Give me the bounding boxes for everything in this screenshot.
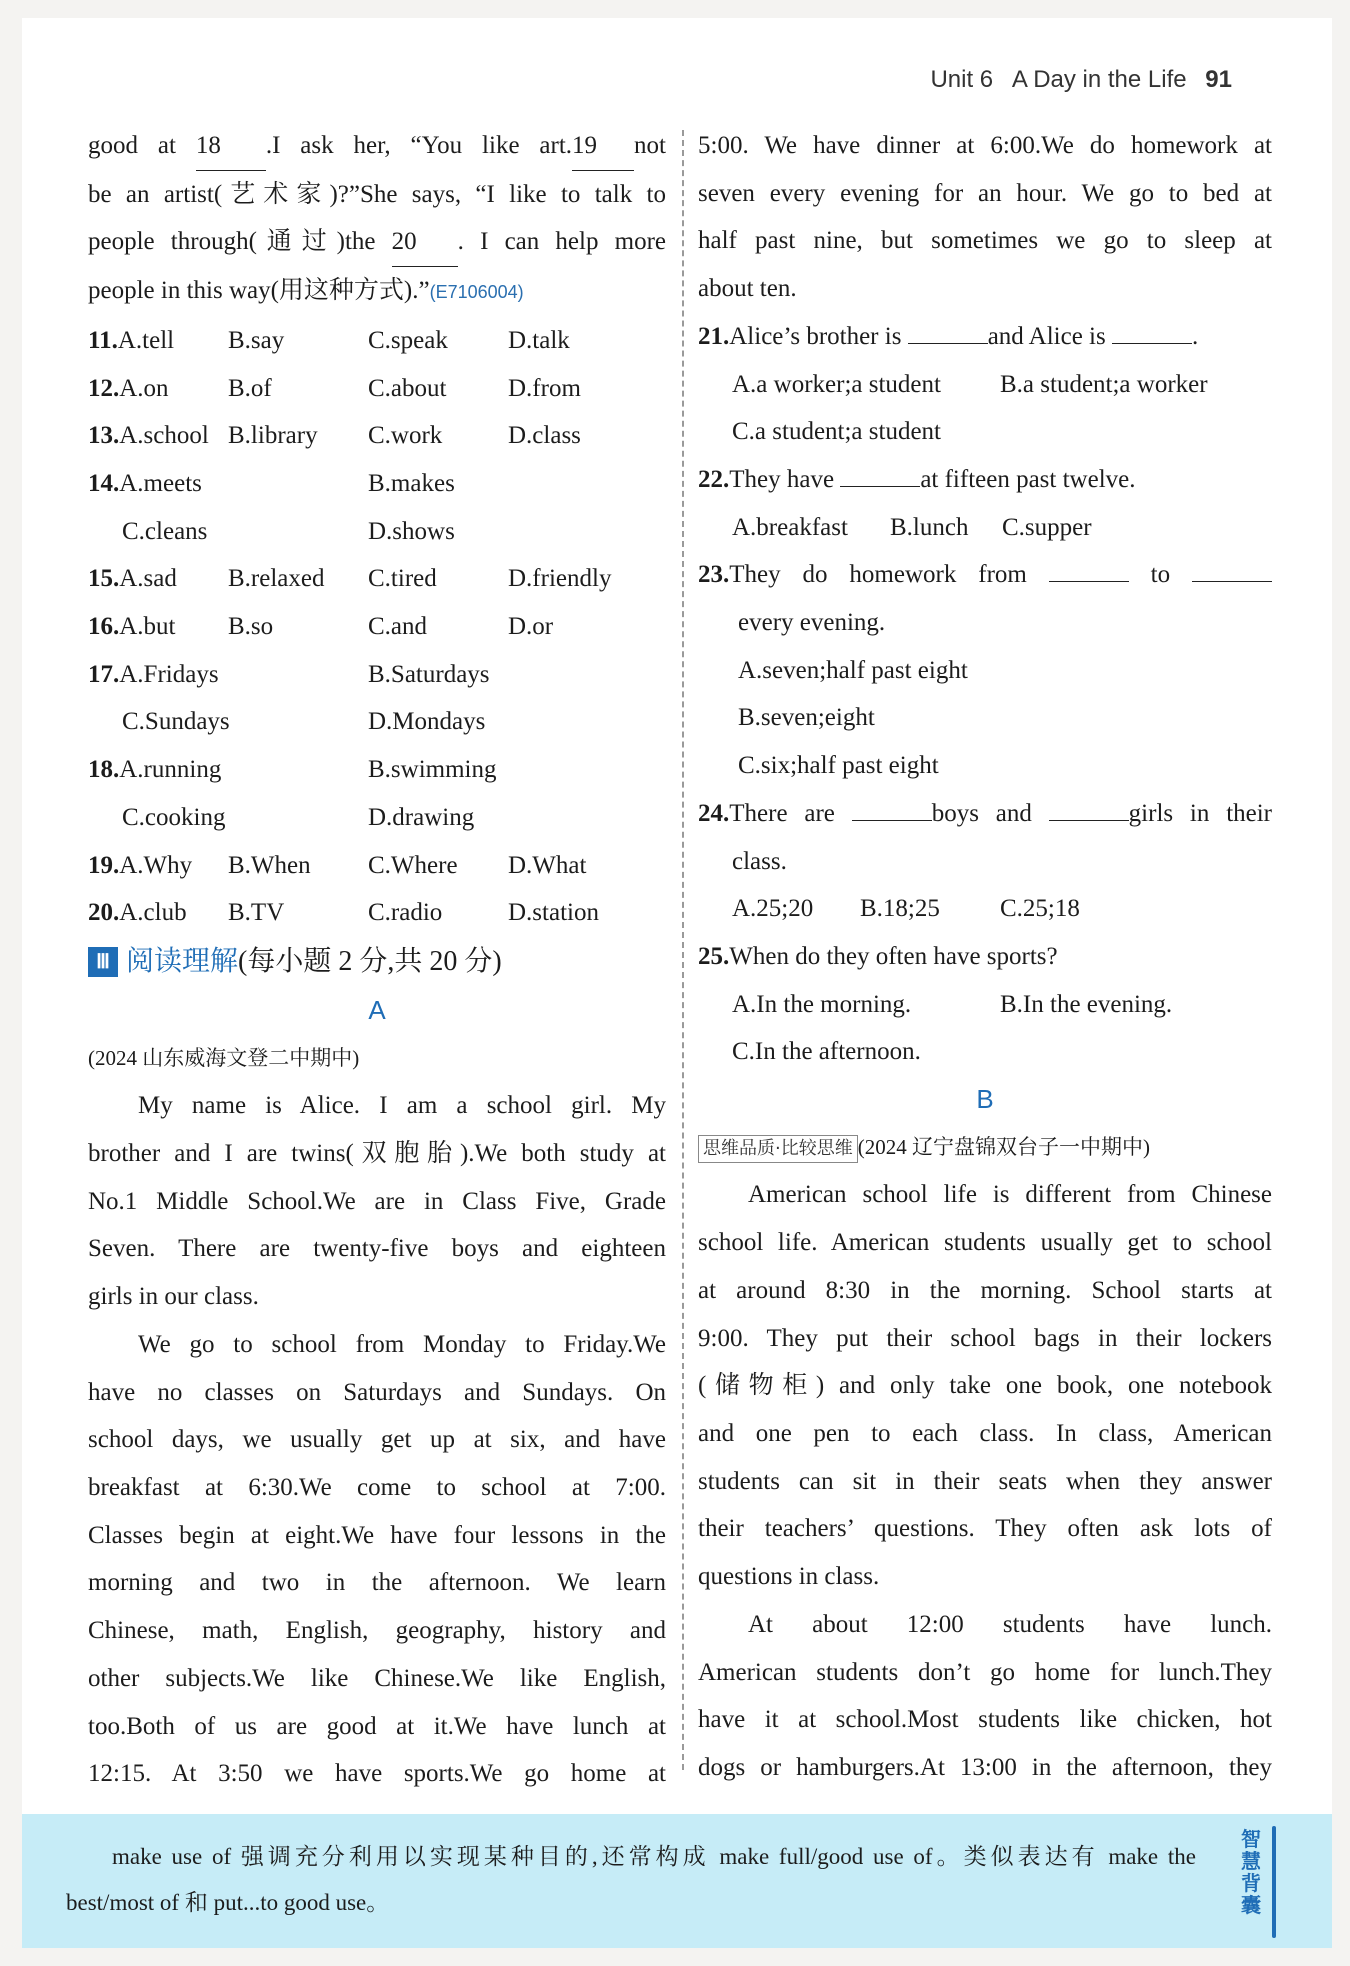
answer-blank[interactable] <box>1049 820 1129 821</box>
unit-label: Unit 6 <box>930 66 994 93</box>
question-20: 20.A.club B.TV C.radio D.station <box>88 899 599 927</box>
blank-18[interactable]: 18 <box>196 122 266 171</box>
question-21: 21.Alice’s brother is and Alice is . A.a worker;a student B.a student;a worker C.a student;a student <box>698 322 1208 446</box>
blank-20[interactable]: 20 <box>392 218 458 267</box>
question-17: 17.A.Fridays B.Saturdays <box>88 660 490 688</box>
section-heading <box>88 937 666 987</box>
question-14: 14.A.meets B.makes <box>88 469 455 497</box>
cloze-line: people in this way(用这种方式).”(E7106004) <box>88 277 524 305</box>
passage-b-source: 思维品质·比较思维 (2024 辽宁盘锦双台子一中期中) <box>698 1124 1272 1172</box>
question-15: 15.A.sad B.relaxed C.tired D.friendly <box>88 565 612 593</box>
side-accent-bar <box>1272 1826 1276 1938</box>
question-24: 24.There are boys and girls in their class. A.25;20 B.18;25 C.25;18 <box>698 799 1273 923</box>
answer-blank[interactable] <box>1192 581 1272 582</box>
textbook-page <box>22 18 1332 1948</box>
question-18-cont: C.cooking D.drawing <box>122 803 475 831</box>
cloze-line: be an artist(艺术家)?”She says, “I like to talk to <box>88 180 666 208</box>
passage-b-letter: B <box>976 1084 994 1115</box>
answer-blank[interactable] <box>1112 343 1192 344</box>
answer-blank[interactable] <box>852 820 932 821</box>
question-25: 25.When do they often have sports? A.In the morning. B.In the evening. C.In the afternoon. <box>698 942 1173 1066</box>
cloze-line: people through(通过)the 20 . I can help more <box>88 218 666 267</box>
cloze-line: good at 18 .I ask her, “You like art.19 not <box>88 122 666 171</box>
passage-a-paragraph-2: We go to school from Monday to Friday.We have no classes on Saturdays and Sundays. On school days, we usually get up at six, and have breakfast at 6:30.We come to school at 7:00. Classes begin at eight.We have four lessons in the morning and two in the afternoon. We learn Chinese, math, English, geography, history and other subjects.We like Chinese.We like English, too.Both of us are good at it.We have lunch at 12:15. At 3:50 we have sports.We go home at <box>88 1330 666 1788</box>
passage-b-paragraph-2: At about 12:00 students have lunch. American students don’t go home for lunch.They have it at school.Most students like chicken, hot dogs or hamburgers.At 13:00 in the afternoon, they <box>698 1610 1272 1781</box>
section-score: (每小题 2 分,共 20 分) <box>238 945 502 977</box>
question-14-cont: C.cleans D.shows <box>122 517 455 545</box>
item-code: (E7106004) <box>429 282 524 303</box>
question-12: 12.A.on B.of C.about D.from <box>88 374 581 402</box>
question-19: 19.A.Why B.When C.Where D.What <box>88 851 587 879</box>
unit-title: A Day in the Life <box>1011 66 1187 93</box>
blank-19[interactable]: 19 <box>572 122 634 171</box>
passage-a-letter: A <box>368 994 386 1025</box>
wisdom-tip-label: 智慧背囊 <box>1241 1827 1261 1917</box>
column-divider <box>682 130 684 1770</box>
section-title: 阅读理解 <box>126 945 239 977</box>
question-13: 13.A.school B.library C.work D.class <box>88 422 581 450</box>
passage-a-paragraph-1: My name is Alice. I am a school girl. My brother and I are twins(双胞胎).We both study at No.1 Middle School.We are in Class Five, Grade Seven. There are twenty-five boys and eighteen girls in our class. <box>88 1092 666 1311</box>
answer-blank[interactable] <box>1049 581 1129 582</box>
question-17-cont: C.Sundays D.Mondays <box>122 708 486 736</box>
question-22: 22.They have at fifteen past twelve. A.breakfast B.lunch C.supper <box>698 465 1136 541</box>
answer-blank[interactable] <box>908 343 988 344</box>
tip-footer <box>22 1814 1332 1948</box>
page-number: 91 <box>1205 66 1232 93</box>
question-23: 23.They do homework from to every evening. A.seven;half past eight B.seven;eight C.six;half past eight <box>698 551 1272 790</box>
passage-a-continuation: 5:00. We have dinner at 6:00.We do homework at seven every evening for an hour. We go to bed at half past nine, but sometimes we go to sleep at about ten. <box>698 132 1272 303</box>
right-column <box>698 122 1272 1792</box>
section-number: Ⅲ <box>88 947 118 977</box>
question-11: 11.A.tell B.say C.speak D.talk <box>88 326 570 354</box>
question-18: 18.A.running B.swimming <box>88 756 497 784</box>
answer-blank[interactable] <box>840 486 920 487</box>
page-header <box>930 66 1232 94</box>
left-column <box>88 122 666 1798</box>
passage-a-source: (2024 山东威海文登二中期中) <box>88 1045 360 1070</box>
thinking-tag: 思维品质·比较思维 <box>698 1135 858 1163</box>
tip-text: make use of 强调充分利用以实现某种目的,还常构成 make full/good use of。类似表达有 make the best/most of 和 put...to good use。 <box>66 1844 1196 1915</box>
question-16: 16.A.but B.so C.and D.or <box>88 613 554 641</box>
passage-b-paragraph-1: American school life is different from Chinese school life. American students usually get to school at around 8:30 in the morning. School starts at 9:00. They put their school bags in their lockers (储物柜) and only take one book, one notebook and one pen to each class. In class, American students can sit in their seats when they answer their teachers’ questions. They often ask lots of questions in class. <box>698 1181 1272 1591</box>
